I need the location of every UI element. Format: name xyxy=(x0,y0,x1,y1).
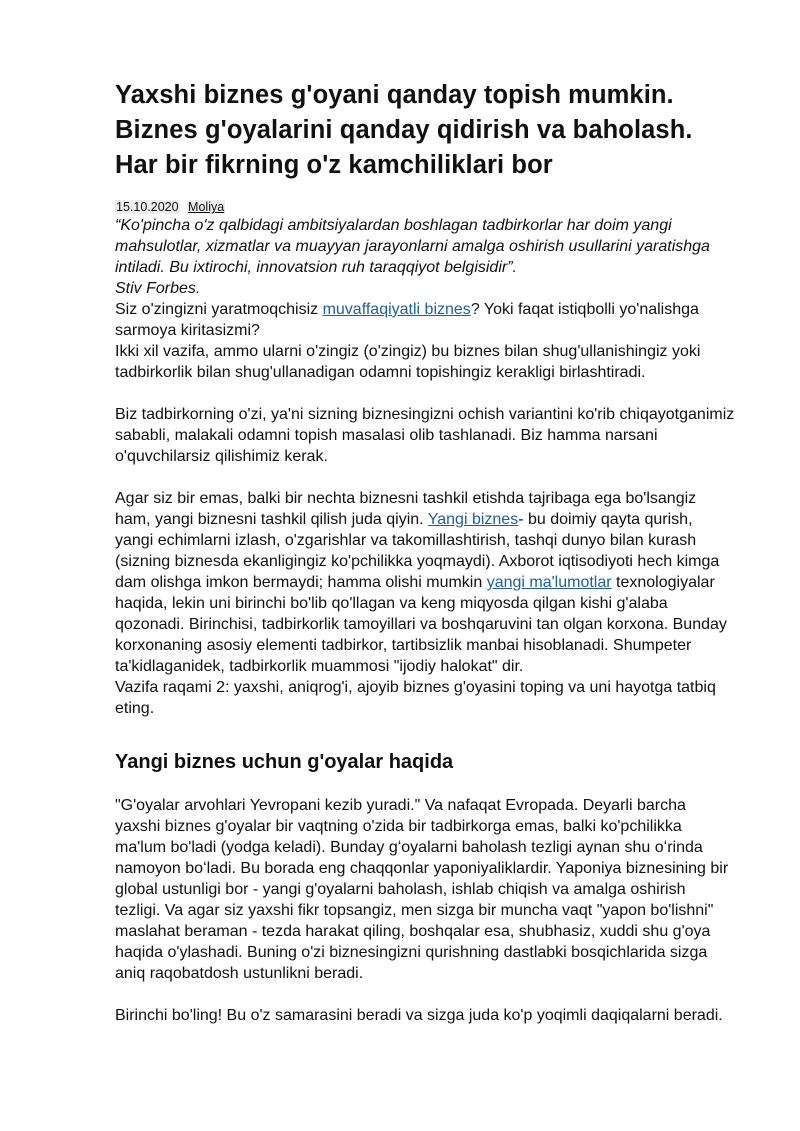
publish-date: 15.10.2020 xyxy=(116,200,179,214)
paragraph-7: Birinchi bo'ling! Bu o'z samarasini beradi va sizga juda ko'p yoqimli daqiqalarni beradi. xyxy=(115,1007,723,1024)
paragraph-4-text-b: - bu doimiy qayta qurish, yangi echimlarni izlash, o'zgarishlar va takomillashtirish, tashqi dunyo bilan kurash (sizning biznesda ekanligingiz ko'pchilikka yoqmaydi). Axborot iqtisodiyoti hech kimga dam olishga imkon bermaydi; hamma olishi mumkin xyxy=(115,511,720,591)
successful-business-link[interactable]: muvaffaqiyatli biznes xyxy=(322,301,471,318)
new-business-link[interactable]: Yangi biznes xyxy=(427,511,519,528)
article xyxy=(115,78,735,1026)
article-meta xyxy=(115,199,735,215)
epigraph-quote: “Ko'pincha o'z qalbidagi ambitsiyalardan boshlagan tadbirkorlar har doim yangi mahsulotlar, xizmatlar va muayyan jarayonlarni amalga oshirish usullarini yaratishga intiladi. Bu ixtirochi, innovatsion ruh taraqqiyot belgisidir”. xyxy=(115,217,710,276)
paragraph-1-text-b: ? Yoki faqat istiqbolli yo'nalishga sarmoya kiritasizmi? xyxy=(115,301,699,339)
category-link[interactable]: Moliya xyxy=(188,200,225,214)
section-heading: Yangi biznes uchun g'oyalar haqida xyxy=(115,751,454,773)
paragraph-4-text-c: texnologiyalar haqida, lekin uni birinchi bo'lib qo'llagan va keng miqyosda qilgan kishi g'alaba qozonadi. Birinchisi, tadbirkorlik tamoyillari va boshqaruvini tan olgan korxona. Bunday korxonaning asosiy elementi tadbirkor, tartibsizlik manbai hisoblanadi. Shumpeter ta'kidlaganidek, tadbirkorlik muammosi "ijodiy halokat" dir. xyxy=(115,574,727,675)
paragraph-4 xyxy=(115,488,735,677)
new-information-link[interactable]: yangi ma'lumotlar xyxy=(486,574,612,591)
epigraph-author: Stiv Forbes. xyxy=(115,280,201,297)
paragraph-1-text-a: Siz o'zingizni yaratmoqchisiz xyxy=(115,301,323,318)
paragraph-5: Vazifa raqami 2: yaxshi, aniqrog'i, ajoyib biznes g'oyasini toping va uni hayotga tatbiq eting. xyxy=(115,679,716,717)
paragraph-1 xyxy=(115,299,735,341)
article-title: Yaxshi biznes g'oyani qanday topish mumkin. Biznes g'oyalarini qanday qidirish va baholash. Har bir fikrning o'z kamchiliklari bor xyxy=(115,81,693,179)
paragraph-3: Biz tadbirkorning o'zi, ya'ni sizning biznesingizni ochish variantini ko'rib chiqayotganimiz sababli, malakali odamni topish masalasi olib tashlanadi. Biz hamma narsani o'quvchilarsiz qilishimiz kerak. xyxy=(115,406,735,465)
paragraph-2: Ikki xil vazifa, ammo ularni o'zingiz (o'zingiz) bu biznes bilan shug'ullanishingiz yoki tadbirkorlik bilan shug'ullanadigan odamni topishingiz kerakligi birlashtiradi. xyxy=(115,343,701,381)
paragraph-4-text-a: Agar siz bir emas, balki bir nechta biznesni tashkil etishda tajribaga ega bo'lsangiz ham, yangi biznesni tashkil qilish juda qiyin. xyxy=(115,490,697,528)
paragraph-6: "G'oyalar arvohlari Yevropani kezib yuradi." Va nafaqat Evropada. Deyarli barcha yaxshi biznes g'oyalar bir vaqtning o'zida bir tadbirkorga emas, balki ko'pchilikka ma'lum bo'ladi (yodga keladi). Bunday gʻoyalarni baholash tezligi aynan shu oʻrinda namoyon boʻladi. Bu borada eng chaqqonlar yaponiyaliklardir. Yaponiya biznesining bir global ustunligi bor - yangi g'oyalarni baholash, ishlab chiqish va amalga oshirish tezligi. Va agar siz yaxshi fikr topsangiz, men sizga bir muncha vaqt "yapon bo'lishni" maslahat beraman - tezda harakat qiling, boshqalar esa, shubhasiz, xuddi shu g'oya haqida o'ylashadi. Buning o'zi biznesingizni qurishning dastlabki bosqichlarida sizga aniq raqobatdosh ustunlikni beradi. xyxy=(115,797,729,982)
